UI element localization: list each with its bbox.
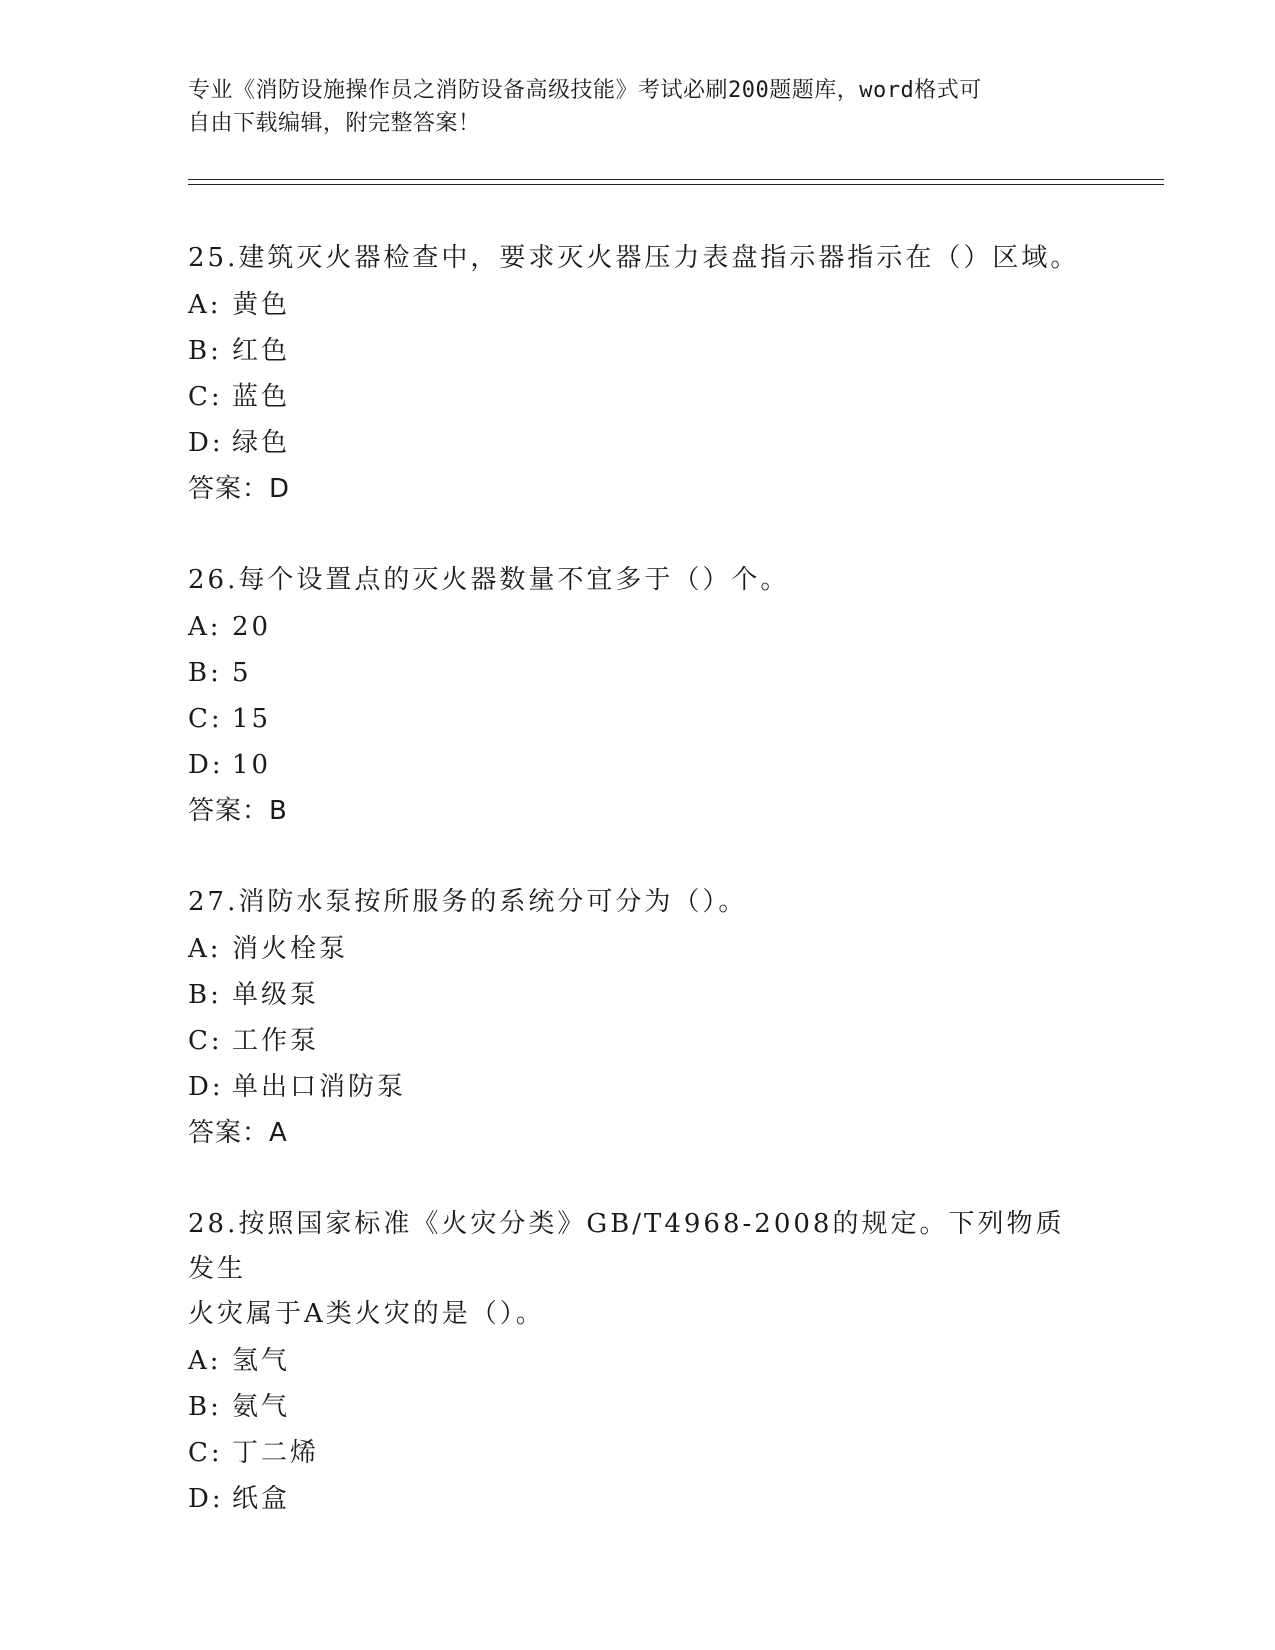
option-label: C: [188, 1438, 223, 1468]
option-c [188, 696, 1088, 742]
option-label: C: [188, 1026, 223, 1056]
option-text: 单出口消防泵 [232, 1072, 407, 1102]
question-stem: 26.每个设置点的灭火器数量不宜多于（）个。 [188, 565, 790, 595]
option-text: 丁二烯 [232, 1438, 320, 1468]
option-label: B: [188, 980, 222, 1010]
option-a [188, 1338, 1088, 1384]
option-text: 工作泵 [232, 1026, 320, 1056]
header-line-1: 专业《消防设施操作员之消防设备高级技能》考试必刷200题题库，word格式可 [188, 78, 982, 103]
option-label: C: [188, 704, 223, 734]
question-25 [188, 236, 1088, 512]
question-stem [188, 1202, 1088, 1337]
option-text: 纸盒 [232, 1484, 291, 1514]
option-label: D: [188, 750, 224, 780]
answer: 答案：A [188, 1118, 288, 1148]
option-c [188, 1018, 1088, 1064]
option-text: 氨气 [232, 1392, 291, 1422]
question-stem-line-1: 28.按照国家标准《火灾分类》GB/T4968-2008的规定。下列物质发生 [188, 1209, 1065, 1284]
answer: 答案：D [188, 474, 291, 504]
option-d [188, 1064, 1088, 1110]
option-label: C: [188, 382, 223, 412]
question-stem: 27.消防水泵按所服务的系统分可分为（）。 [188, 887, 748, 917]
option-text: 蓝色 [232, 382, 291, 412]
option-a [188, 282, 1088, 328]
option-b [188, 328, 1088, 374]
option-label: D: [188, 1484, 224, 1514]
option-c [188, 374, 1088, 420]
option-text: 5 [232, 658, 252, 688]
option-d [188, 1476, 1088, 1522]
option-text: 10 [232, 750, 272, 780]
option-label: A: [188, 1346, 222, 1376]
option-a [188, 604, 1088, 650]
header-line-2: 自由下载编辑，附完整答案！ [188, 111, 481, 136]
option-c [188, 1430, 1088, 1476]
option-label: A: [188, 934, 222, 964]
option-b [188, 1384, 1088, 1430]
question-stem-line-2: 火灾属于A类火灾的是（）。 [188, 1299, 545, 1329]
question-26 [188, 558, 1088, 834]
option-label: D: [188, 1072, 224, 1102]
option-text: 黄色 [232, 290, 291, 320]
option-label: A: [188, 612, 222, 642]
option-label: A: [188, 290, 222, 320]
option-label: B: [188, 658, 222, 688]
header-divider-top [188, 179, 1164, 180]
option-b [188, 650, 1088, 696]
option-b [188, 972, 1088, 1018]
option-label: D: [188, 428, 224, 458]
option-text: 氢气 [232, 1346, 291, 1376]
option-text: 红色 [232, 336, 291, 366]
option-label: B: [188, 1392, 222, 1422]
question-27 [188, 880, 1088, 1156]
answer: 答案：B [188, 796, 288, 826]
option-text: 20 [232, 612, 272, 642]
option-label: B: [188, 336, 222, 366]
option-d [188, 420, 1088, 466]
option-text: 消火栓泵 [232, 934, 349, 964]
question-28 [188, 1202, 1088, 1522]
option-d [188, 742, 1088, 788]
header-divider-bottom [188, 184, 1164, 185]
option-text: 绿色 [232, 428, 291, 458]
option-text: 单级泵 [232, 980, 320, 1010]
option-a [188, 926, 1088, 972]
question-stem: 25.建筑灭火器检查中，要求灭火器压力表盘指示器指示在（）区域。 [188, 243, 1080, 273]
document-header [188, 74, 1068, 140]
option-text: 15 [232, 704, 272, 734]
